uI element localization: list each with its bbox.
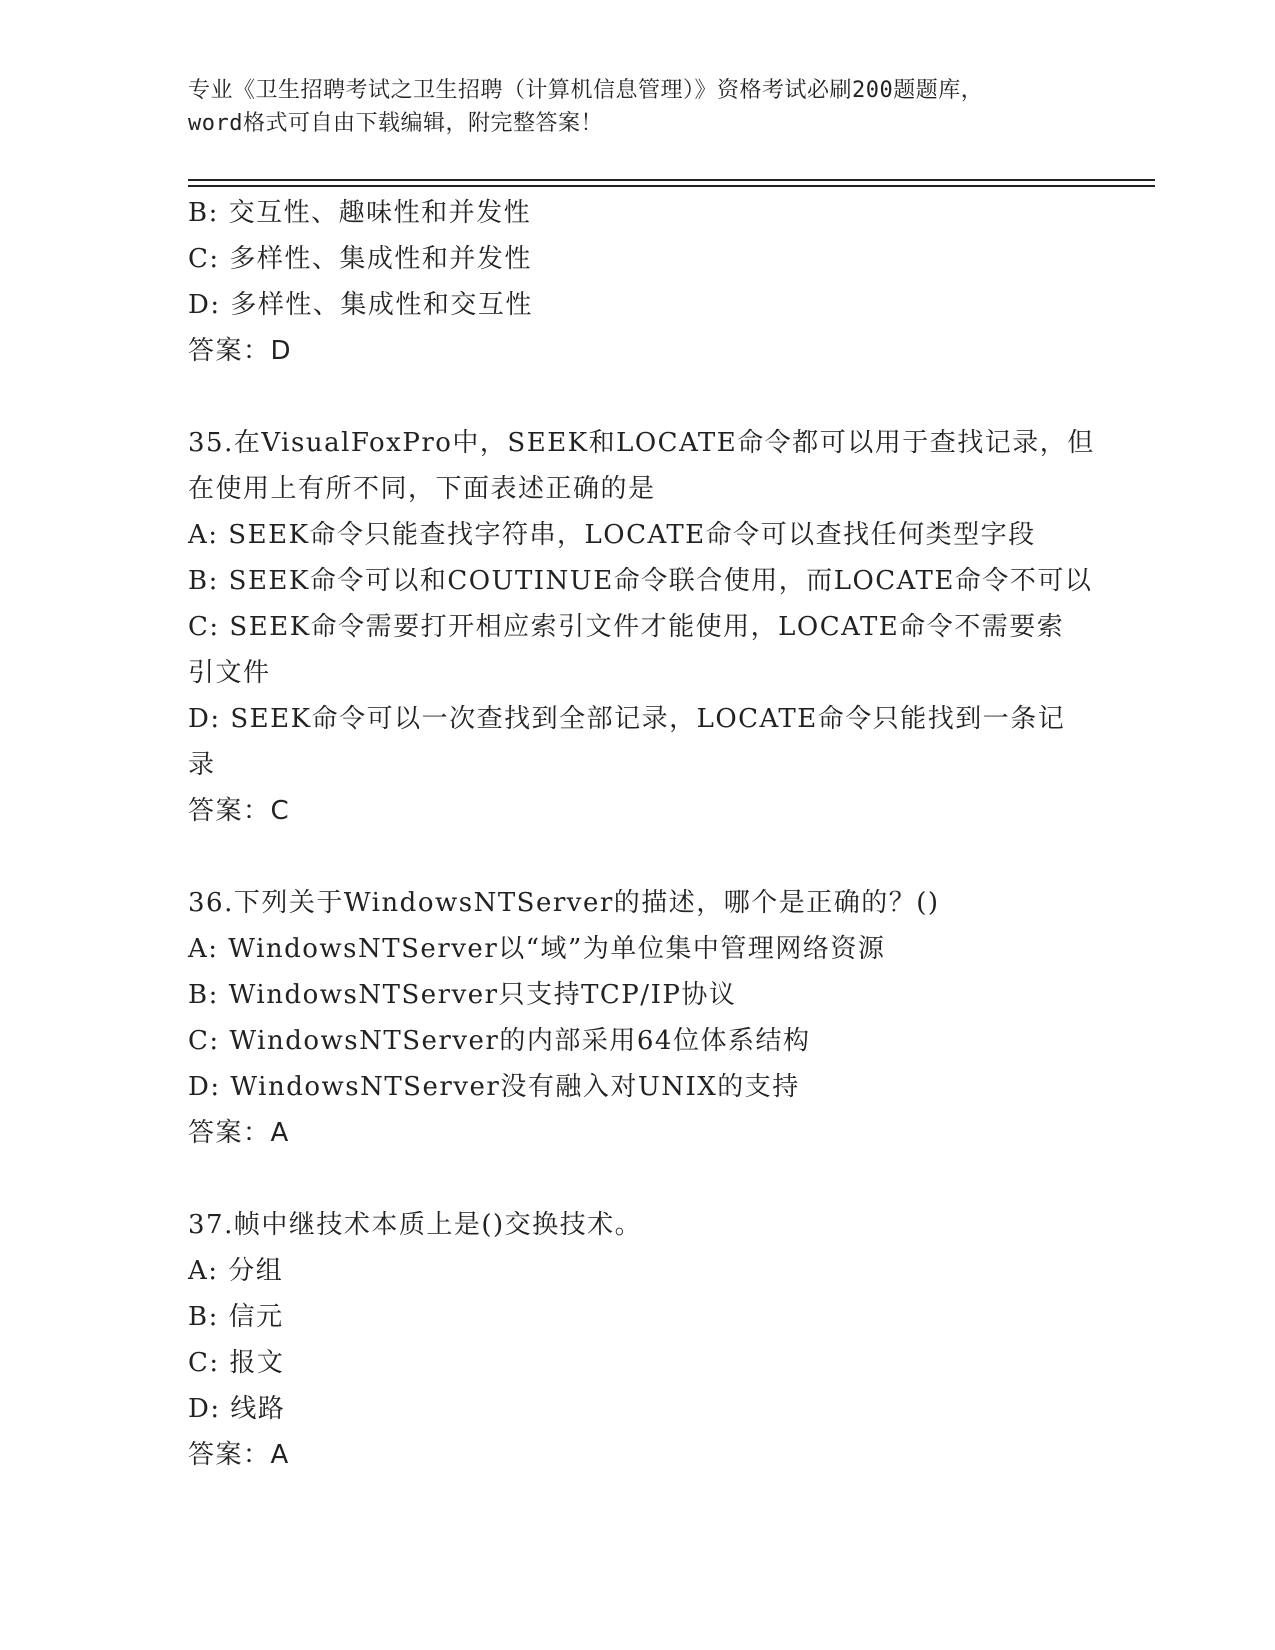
option-b: B: WindowsNTServer只支持TCP/IP协议 xyxy=(188,980,737,1010)
header-divider-top xyxy=(188,179,1155,181)
question-text-line: 37.帧中继技术本质上是()交换技术。 xyxy=(188,1210,643,1240)
option-d: D: WindowsNTServer没有融入对UNIX的支持 xyxy=(188,1072,800,1102)
header-title-line-2: word格式可自由下载编辑，附完整答案！ xyxy=(188,111,603,136)
header-title-line-1: 专业《卫生招聘考试之卫生招聘（计算机信息管理）》资格考试必刷200题题库， xyxy=(188,78,984,103)
option-d: D: SEEK命令可以一次查找到全部记录，LOCATE命令只能找到一条记 xyxy=(188,704,1066,734)
option-a: A: SEEK命令只能查找字符串，LOCATE命令可以查找任何类型字段 xyxy=(188,520,1036,550)
option-c: C: SEEK命令需要打开相应索引文件才能使用，LOCATE命令不需要索 xyxy=(188,612,1065,642)
option-c: C: 多样性、集成性和并发性 xyxy=(188,244,532,274)
option-d: D: 多样性、集成性和交互性 xyxy=(188,290,533,320)
question-36 xyxy=(188,880,1088,1156)
question-text-line: 在使用上有所不同，下面表述正确的是 xyxy=(188,474,656,504)
option-b: B: 信元 xyxy=(188,1302,284,1332)
option-c-continued: 引文件 xyxy=(188,658,271,688)
option-b: B: 交互性、趣味性和并发性 xyxy=(188,198,532,228)
question-spacer xyxy=(188,834,1088,880)
document-header xyxy=(188,74,1088,140)
question-spacer xyxy=(188,374,1088,420)
question-text-line: 36.下列关于WindowsNTServer的描述，哪个是正确的？() xyxy=(188,888,940,918)
answer-line: 答案：A xyxy=(188,1440,290,1470)
option-c: C: 报文 xyxy=(188,1348,285,1378)
answer-line: 答案：A xyxy=(188,1118,290,1148)
option-a: A: WindowsNTServer以“域”为单位集中管理网络资源 xyxy=(188,934,886,964)
option-d: D: 线路 xyxy=(188,1394,286,1424)
header-divider-bottom xyxy=(188,185,1155,187)
question-34-tail xyxy=(188,190,1088,374)
option-c: C: WindowsNTServer的内部采用64位体系结构 xyxy=(188,1026,811,1056)
question-list xyxy=(188,190,1095,1478)
question-37 xyxy=(188,1202,1088,1478)
question-text-line: 35.在VisualFoxPro中，SEEK和LOCATE命令都可以用于查找记录，但 xyxy=(188,428,1095,458)
option-a: A: 分组 xyxy=(188,1256,284,1286)
question-35 xyxy=(188,420,1095,834)
option-b: B: SEEK命令可以和COUTINUE命令联合使用，而LOCATE命令不可以 xyxy=(188,566,1093,596)
answer-line: 答案：C xyxy=(188,796,291,826)
option-d-continued: 录 xyxy=(188,750,216,780)
question-spacer xyxy=(188,1156,1088,1202)
answer-line: 答案：D xyxy=(188,336,293,366)
